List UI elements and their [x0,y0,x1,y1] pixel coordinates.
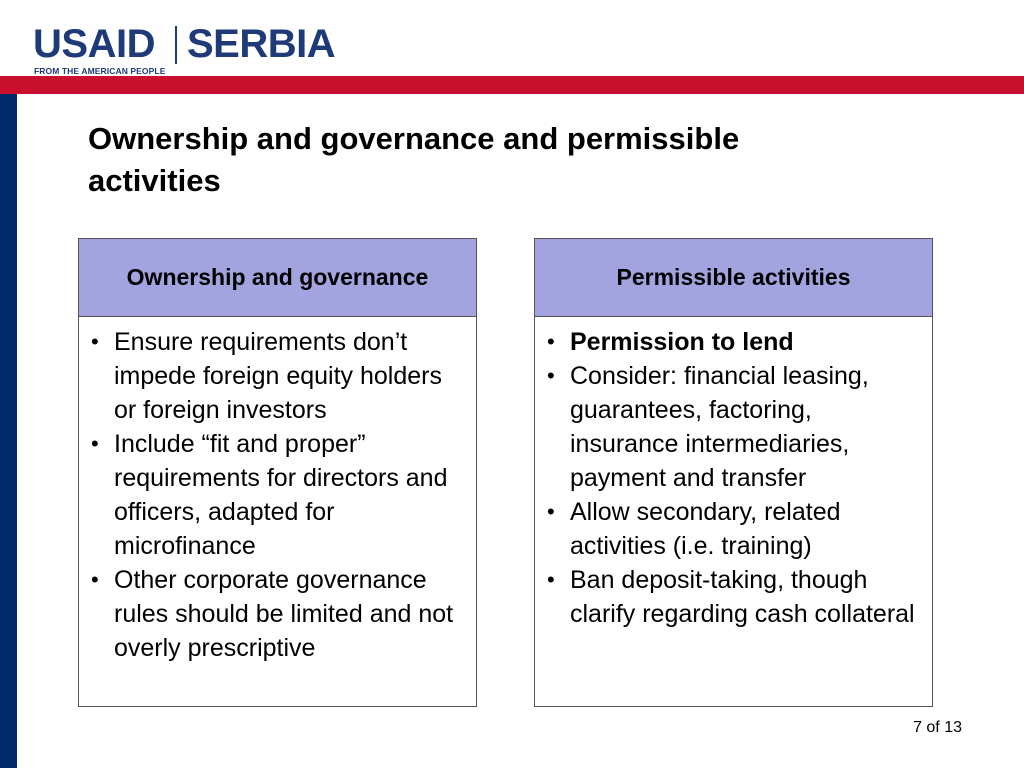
header-red-bar [0,76,1024,94]
bullet-icon: • [547,499,555,524]
panel-permissible-activities [534,238,933,707]
panel-ownership-governance [78,238,477,707]
list-item-text: Ensure requirements don’t impede foreign equity holders or foreign investors [114,328,442,424]
list-item-text: Ban deposit-taking, though clarify regarding cash collateral [570,566,915,628]
list-item [543,359,922,495]
panel-header: Permissible activities [535,239,932,317]
list-item [87,325,466,427]
bullet-icon: • [547,363,555,388]
list-item [87,563,466,665]
list-item [87,427,466,563]
bullet-icon: • [547,329,555,354]
list-item [543,563,922,631]
list-item-text: Include “fit and proper” requirements for directors and officers, adapted for microfinance [114,430,448,560]
logo-country: SERBIA [187,22,336,66]
list-item [543,495,922,563]
page-number: 7 of 13 [913,719,962,736]
panel-header: Ownership and governance [79,239,476,317]
side-blue-bar [0,94,17,768]
bullet-list [535,317,932,631]
list-item-text: Allow secondary, related activities (i.e. training) [570,498,841,560]
logo-divider [175,26,177,64]
bullet-icon: • [547,567,555,592]
bullet-icon: • [91,329,99,354]
logo-agency: USAID [33,22,155,66]
logo-tagline: FROM THE AMERICAN PEOPLE [34,66,166,76]
bullet-icon: • [91,431,99,456]
list-item [543,325,922,359]
list-item-text: Permission to lend [570,328,794,356]
bullet-icon: • [91,567,99,592]
bullet-list [79,317,476,665]
list-item-text: Other corporate governance rules should be limited and not overly prescriptive [114,566,454,662]
slide-title: Ownership and governance and permissible activities [88,121,740,198]
list-item-text: Consider: financial leasing, guarantees, factoring, insurance intermediaries, payment and transfer [570,362,869,492]
header-corner [0,76,17,94]
